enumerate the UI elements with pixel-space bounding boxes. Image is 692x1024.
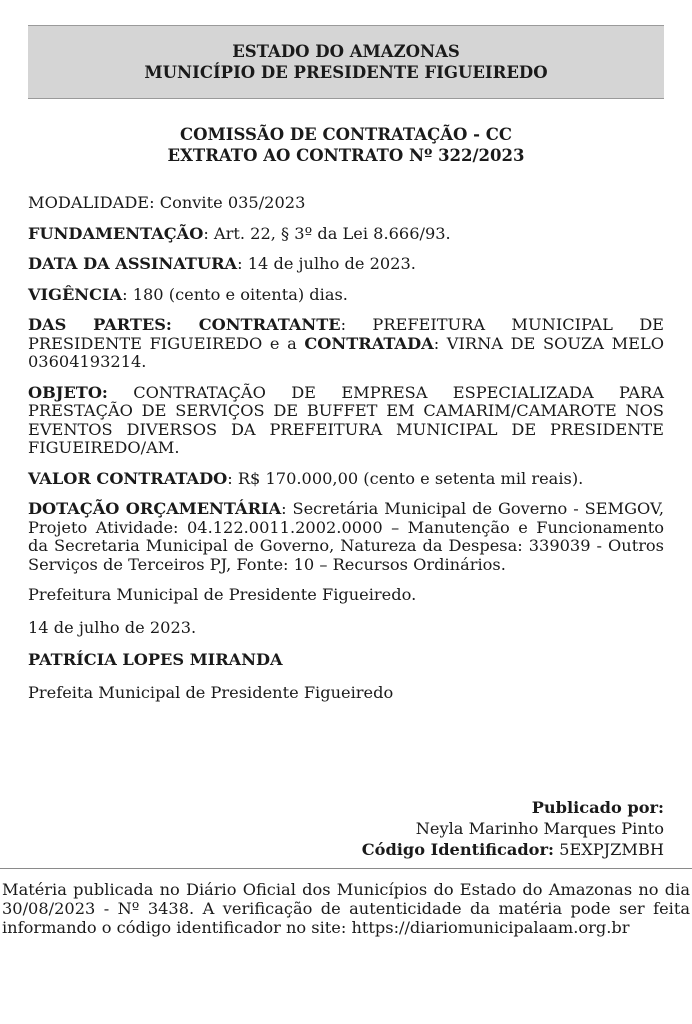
- signer-name: PATRÍCIA LOPES MIRANDA: [28, 650, 283, 669]
- fundamentacao-label: FUNDAMENTAÇÃO: [28, 223, 204, 243]
- field-modalidade: [28, 194, 664, 213]
- contratada-label: CONTRATADA: [304, 333, 434, 353]
- contratada-value: : VIRNA DE SOUZA MELO 03604193214.: [28, 333, 664, 371]
- title-extract: EXTRATO AO CONTRATO Nº 322/2023: [167, 146, 525, 165]
- header-municipality: MUNICÍPIO DE PRESIDENTE FIGUEIREDO: [144, 63, 548, 82]
- published-by-label: Publicado por:: [531, 798, 664, 817]
- data-assinatura-label: DATA DA ASSINATURA: [28, 254, 238, 273]
- identifier-label: Código Identificador:: [361, 840, 554, 859]
- identifier-code: 5EXPJZMBH: [559, 840, 664, 859]
- identifier-line: [28, 839, 664, 860]
- field-valor: [28, 470, 664, 489]
- field-vigencia: [28, 286, 664, 305]
- modalidade-label: MODALIDADE:: [28, 193, 155, 212]
- data-assinatura-value: : 14 de julho de 2023.: [237, 254, 416, 273]
- signer-role: Prefeita Municipal de Presidente Figueiredo: [28, 682, 394, 702]
- field-dotacao: [28, 500, 664, 574]
- dotacao-value: : Secretária Municipal de Governo - SEMGOV, Projeto Atividade: 04.122.0011.2002.0000 – Manutenção e Funcionamento da Secretaria Municipal de Governo, Natureza da Despesa: 339039 - Outros Serviços de Terceiros PJ, Fonte: 10 – Recursos Ordinários.: [28, 499, 664, 574]
- valor-label: VALOR CONTRATADO: [28, 468, 228, 488]
- closing-date: 14 de julho de 2023.: [28, 617, 197, 637]
- field-partes: [28, 316, 664, 372]
- modalidade-value: Convite 035/2023: [154, 193, 306, 212]
- field-data-assinatura: [28, 255, 664, 274]
- footer-note: Matéria publicada no Diário Oficial dos Municípios do Estado do Amazonas no dia 30/08/2023 - Nº 3438. A verificação de autenticidade da matéria pode ser feita informando o código identificador no site: https://diariomunicipalaam.org.br: [2, 880, 690, 937]
- dotacao-label: DOTAÇÃO ORÇAMENTÁRIA: [28, 499, 282, 518]
- header-state: ESTADO DO AMAZONAS: [232, 42, 460, 61]
- vigencia-label: VIGÊNCIA: [28, 284, 123, 304]
- publisher-name: Neyla Marinho Marques Pinto: [415, 819, 664, 838]
- valor-value: : R$ 170.000,00 (cento e setenta mil reais).: [227, 468, 584, 488]
- field-fundamentacao: [28, 225, 664, 244]
- title-commission: COMISSÃO DE CONTRATAÇÃO - CC: [179, 125, 513, 144]
- field-objeto: [28, 384, 664, 458]
- document-title: [28, 124, 664, 166]
- closing-place: Prefeitura Municipal de Presidente Figueiredo.: [28, 585, 417, 604]
- contract-body: [28, 194, 664, 714]
- partes-label: DAS PARTES: CONTRATANTE: [28, 315, 341, 334]
- vigencia-value: : 180 (cento e oitenta) dias.: [122, 284, 348, 304]
- objeto-label: OBJETO:: [28, 382, 108, 402]
- header-band: [28, 25, 664, 99]
- footer-divider: [0, 868, 692, 869]
- objeto-value: CONTRATAÇÃO DE EMPRESA ESPECIALIZADA PARA PRESTAÇÃO DE SERVIÇOS DE BUFFET EM CAMARIM/CAMAROTE NOS EVENTOS DIVERSOS DA PREFEITURA MUNICIPAL DE PRESIDENTE FIGUEIREDO/AM.: [28, 382, 664, 457]
- publication-block: [28, 797, 664, 860]
- fundamentacao-value: : Art. 22, § 3º da Lei 8.666/93.: [203, 223, 451, 243]
- partes-value: : PREFEITURA MUNICIPAL DE PRESIDENTE FIGUEIREDO e a: [28, 315, 664, 353]
